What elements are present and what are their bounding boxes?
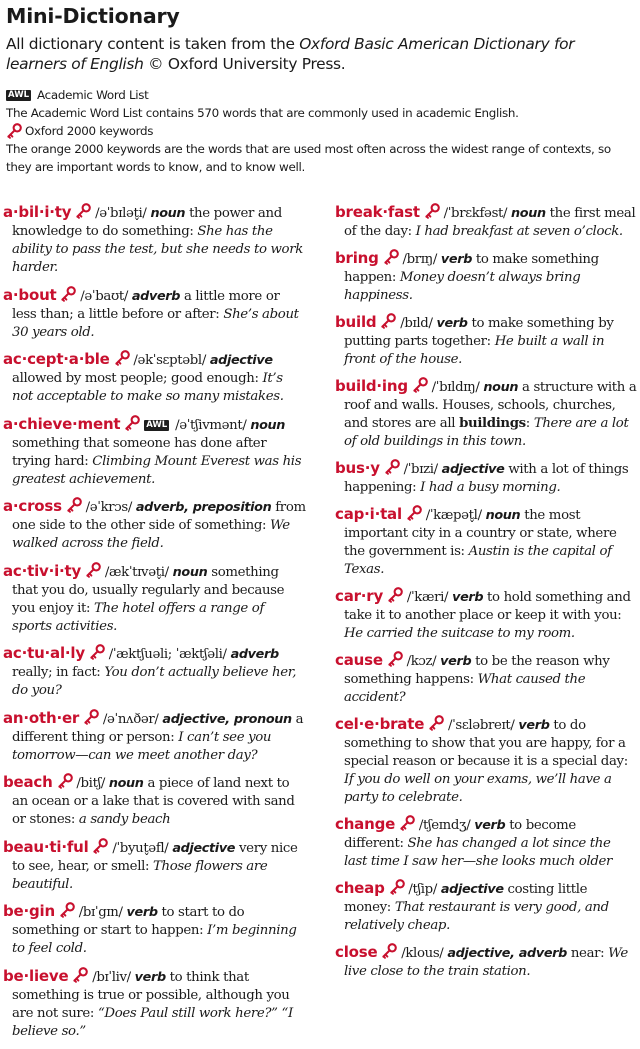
red-key-icon: [59, 902, 75, 918]
definition: really; in fact:: [12, 665, 105, 680]
pronunciation: /ˈbyut̬əfl/: [108, 840, 173, 856]
example: Austin is the capital of Texas.: [344, 544, 612, 577]
legend-key-title: Oxford 2000 keywords: [25, 124, 154, 138]
red-key-icon: [89, 644, 105, 660]
definition: the power and knowledge to do something:: [12, 206, 282, 239]
example: She has the ability to pass the test, but she needs to work harder.: [12, 224, 303, 275]
headword: ac·tiv·i·ty: [3, 561, 82, 580]
part-of-speech: adjective: [209, 353, 273, 368]
headword: bus·y: [335, 459, 380, 477]
red-key-icon: [85, 562, 101, 578]
pronunciation: /bitʃ/: [72, 776, 109, 791]
example: He carried the suitcase to my room.: [344, 626, 575, 641]
red-key-icon: [92, 838, 108, 854]
example: You don’t actually believe her, do you?: [12, 665, 297, 698]
example: There are a lot of old buildings in this town.: [344, 416, 629, 449]
example: “Does Paul still work here?” “I believe so.”: [12, 1005, 293, 1039]
pronunciation: /ˈsɛləbreɪt/: [444, 718, 519, 733]
red-key-icon: [57, 773, 73, 789]
example: What caused the accident?: [344, 672, 586, 705]
example: The hotel offers a range of sports activities.: [12, 600, 265, 634]
red-key-icon: [381, 943, 397, 959]
dictionary-entry: [3, 286, 307, 342]
part-of-speech: verb: [474, 818, 506, 833]
pronunciation: /bɪˈgɪn/: [74, 905, 127, 920]
dictionary-entry: [3, 415, 307, 489]
definition: to be the reason why something happens:: [344, 654, 610, 687]
headword: a·bout: [3, 285, 57, 304]
red-key-icon: [384, 459, 400, 475]
dictionary-entry: [335, 651, 637, 707]
pronunciation: /tʃeɪndʒ/: [414, 818, 475, 833]
dictionary-entry: [3, 902, 307, 958]
headword: beach: [3, 773, 53, 791]
example: She’s about 30 years old.: [12, 306, 299, 340]
example: It’s not acceptable to make so many mistakes.: [12, 371, 284, 404]
dictionary-entry: [3, 967, 307, 1041]
pronunciation: /tʃip/: [404, 882, 441, 897]
red-key-icon: [124, 415, 140, 431]
definition: near:: [566, 946, 609, 961]
red-key-icon: [424, 203, 440, 219]
pronunciation: /kɔz/: [402, 654, 441, 669]
intro-prefix: All dictionary content is taken from the: [6, 35, 300, 53]
definition: with a lot of things happening:: [344, 462, 629, 495]
red-key-icon: [72, 967, 88, 983]
pronunciation: /əˈkrɔs/: [81, 500, 136, 515]
intro-text: [6, 35, 634, 74]
part-of-speech: noun: [511, 206, 546, 221]
pronunciation: /klous/: [397, 946, 448, 961]
legend-awl-desc: The Academic Word List contains 570 words that are commonly used in academic English.: [6, 106, 519, 120]
part-of-speech: verb: [440, 654, 472, 669]
headword: close: [335, 943, 378, 961]
dictionary-entry: [335, 715, 637, 807]
headword: ac·cept·a·ble: [3, 350, 110, 368]
example: That restaurant is very good, and relatively cheap.: [344, 900, 609, 933]
awl-badge-icon: AWL: [8, 89, 29, 100]
red-key-icon: [399, 815, 415, 831]
example: He built a wall in front of the house.: [344, 334, 605, 367]
dictionary-entry: [3, 562, 307, 636]
dictionary-entry: [335, 587, 637, 643]
example: a sandy beach: [78, 812, 171, 827]
headword: build: [335, 313, 377, 331]
headword: a·chieve·ment: [3, 414, 121, 433]
dictionary-entry: [3, 497, 307, 553]
dictionary-entry: [335, 203, 637, 241]
example: I had breakfast at seven o’clock.: [415, 224, 623, 239]
dictionary-entry: [335, 249, 637, 305]
part-of-speech: adverb, preposition: [135, 500, 272, 515]
red-key-icon: [412, 377, 428, 393]
headword: ac·tu·al·ly: [3, 644, 85, 662]
dictionary-entry: [335, 505, 637, 579]
headword: be·gin: [3, 902, 55, 920]
red-key-icon: [83, 709, 99, 725]
bold-word: buildings: [459, 416, 526, 431]
red-key-icon: [389, 879, 405, 895]
headword: build·ing: [335, 377, 408, 395]
definition: a little more or less than; a little before or after:: [12, 288, 280, 322]
headword: cause: [335, 651, 383, 669]
intro-source: Oxford Basic American Dictionary for learners of English: [6, 35, 575, 73]
example: I’m beginning to feel cold.: [12, 923, 297, 956]
dictionary-column-right: [335, 203, 637, 989]
example: If you do well on your exams, we’ll have a party to celebrate.: [344, 772, 612, 805]
definition: something that someone has done after trying hard:: [12, 435, 267, 469]
dictionary-entry: [335, 459, 637, 497]
dictionary-entry: [335, 943, 637, 981]
headword: break·fast: [335, 203, 420, 221]
pronunciation: /ˈkæpət̬l/: [421, 508, 486, 523]
headword: a·bil·i·ty: [3, 203, 72, 221]
example: I had a busy morning.: [420, 480, 561, 495]
dictionary-entry: [3, 644, 307, 700]
pronunciation: /ˈæktʃuəli; ˈæktʃəli/: [104, 647, 231, 662]
legend: [6, 86, 634, 176]
intro-suffix: © Oxford University Press.: [143, 54, 346, 73]
legend-awl-title: Academic Word List: [37, 88, 149, 102]
red-key-icon: [66, 497, 82, 513]
legend-key-row: [6, 122, 634, 140]
part-of-speech: verb: [436, 316, 468, 331]
example: Money doesn’t always bring happiness.: [344, 270, 581, 303]
example: We live close to the train station.: [344, 946, 628, 979]
headword: a·cross: [3, 497, 62, 515]
page-title: Mini-Dictionary: [6, 4, 180, 28]
dictionary-column-left: [3, 203, 307, 1049]
definition: to do something to show that you are happy, for a special reason or because it is a special day:: [344, 718, 628, 769]
pronunciation: /əˈtʃivmənt/: [171, 417, 251, 433]
page-header: [6, 4, 634, 74]
definition: to hold something and take it to another place or keep it with you:: [344, 590, 631, 623]
part-of-speech: verb: [452, 590, 484, 605]
definition: allowed by most people; good enough:: [12, 371, 263, 386]
red-key-icon: [75, 203, 91, 219]
legend-awl-row: [6, 86, 634, 104]
part-of-speech: adjective: [440, 882, 504, 897]
definition: something that you do, usually regularly and because you enjoy it:: [12, 564, 285, 616]
definition: the first meal of the day:: [344, 206, 636, 239]
headword: change: [335, 815, 396, 833]
part-of-speech: adverb: [230, 647, 279, 662]
headword: cel·e·brate: [335, 715, 425, 733]
definition: the most important city in a country or state, where the government is:: [344, 508, 617, 559]
part-of-speech: verb: [134, 969, 166, 985]
part-of-speech: adjective, adverb: [447, 946, 567, 961]
red-key-icon: [6, 123, 22, 139]
red-key-icon: [114, 350, 130, 366]
definition: to think that something is true or possible, although you are not sure:: [12, 969, 290, 1021]
pronunciation: /əˈbaʊt/: [76, 288, 132, 304]
definition: costing little money:: [344, 882, 588, 915]
definition: to start to do something or start to happen:: [12, 905, 245, 938]
part-of-speech: verb: [440, 252, 472, 267]
dictionary-entry: [3, 350, 307, 406]
example: I can’t see you tomorrow—can we meet another day?: [12, 729, 272, 763]
part-of-speech: noun: [483, 380, 519, 395]
headword: an·oth·er: [3, 708, 80, 727]
dictionary-entry: [335, 313, 637, 369]
headword: beau·ti·ful: [3, 837, 89, 856]
red-key-icon: [387, 587, 403, 603]
part-of-speech: noun: [250, 417, 286, 433]
part-of-speech: noun: [485, 508, 521, 523]
part-of-speech: adjective: [172, 840, 236, 856]
pronunciation: /ækˈtɪvət̬i/: [100, 564, 173, 580]
red-key-icon: [60, 286, 76, 302]
definition: from one side to the other side of something:: [12, 500, 306, 533]
part-of-speech: adverb: [131, 288, 181, 304]
definition-tail: :: [525, 416, 534, 431]
dictionary-entry: [335, 879, 637, 935]
awl-badge-icon: AWL: [146, 419, 168, 430]
pronunciation: /əˈnʌðər/: [99, 711, 163, 727]
pronunciation: /ˈbɪzi/: [399, 462, 442, 477]
definition: very nice to see, hear, or smell:: [12, 840, 298, 874]
part-of-speech: verb: [518, 718, 550, 733]
definition: to make something happen:: [344, 252, 599, 285]
example: Climbing Mount Everest was his greatest achievement.: [12, 453, 302, 487]
red-key-icon: [406, 505, 422, 521]
red-key-icon: [428, 715, 444, 731]
example: Those flowers are beautiful.: [12, 858, 268, 892]
part-of-speech: adjective: [441, 462, 505, 477]
part-of-speech: adjective, pronoun: [162, 711, 292, 727]
dictionary-entry: [3, 773, 307, 829]
pronunciation: /bɪˈliv/: [88, 969, 135, 985]
legend-key-desc: The orange 2000 keywords are the words that are used most often across the widest range of contexts, so they are important words to know, and to know well.: [6, 142, 611, 174]
part-of-speech: noun: [150, 206, 186, 221]
red-key-icon: [383, 249, 399, 265]
definition: a piece of land next to an ocean or a lake that is covered with sand or stones:: [12, 776, 295, 827]
example: She has changed a lot since the last time I saw her—she looks much older: [344, 836, 613, 869]
pronunciation: /brɪŋ/: [398, 252, 441, 267]
headword: bring: [335, 249, 379, 267]
example: We walked across the field.: [12, 518, 290, 551]
dictionary-entry: [335, 815, 637, 871]
red-key-icon: [380, 313, 396, 329]
dictionary-entry: [3, 838, 307, 894]
part-of-speech: noun: [108, 776, 144, 791]
dictionary-entry: [3, 709, 307, 765]
headword: be·lieve: [3, 966, 69, 985]
headword: cheap: [335, 879, 385, 897]
pronunciation: /ˈbɪldɪŋ/: [427, 380, 484, 395]
red-key-icon: [387, 651, 403, 667]
pronunciation: /əkˈsɛptəbl/: [129, 353, 210, 368]
definition: to become different:: [344, 818, 576, 851]
headword: cap·i·tal: [335, 505, 402, 523]
dictionary-entry: [335, 377, 637, 451]
pronunciation: /bɪld/: [396, 316, 437, 331]
part-of-speech: verb: [126, 905, 158, 920]
definition: to make something by putting parts together:: [344, 316, 614, 349]
dictionary-entry: [3, 203, 307, 277]
definition: a structure with a roof and walls. Houses, schools, churches, and stores are all: [344, 380, 637, 431]
definition: a different thing or person:: [12, 711, 304, 745]
part-of-speech: noun: [172, 564, 208, 580]
pronunciation: /əˈbɪlət̬i/: [91, 206, 151, 221]
pronunciation: /ˈkæri/: [402, 590, 453, 605]
headword: car·ry: [335, 587, 384, 605]
pronunciation: /ˈbrɛkfəst/: [439, 206, 512, 221]
